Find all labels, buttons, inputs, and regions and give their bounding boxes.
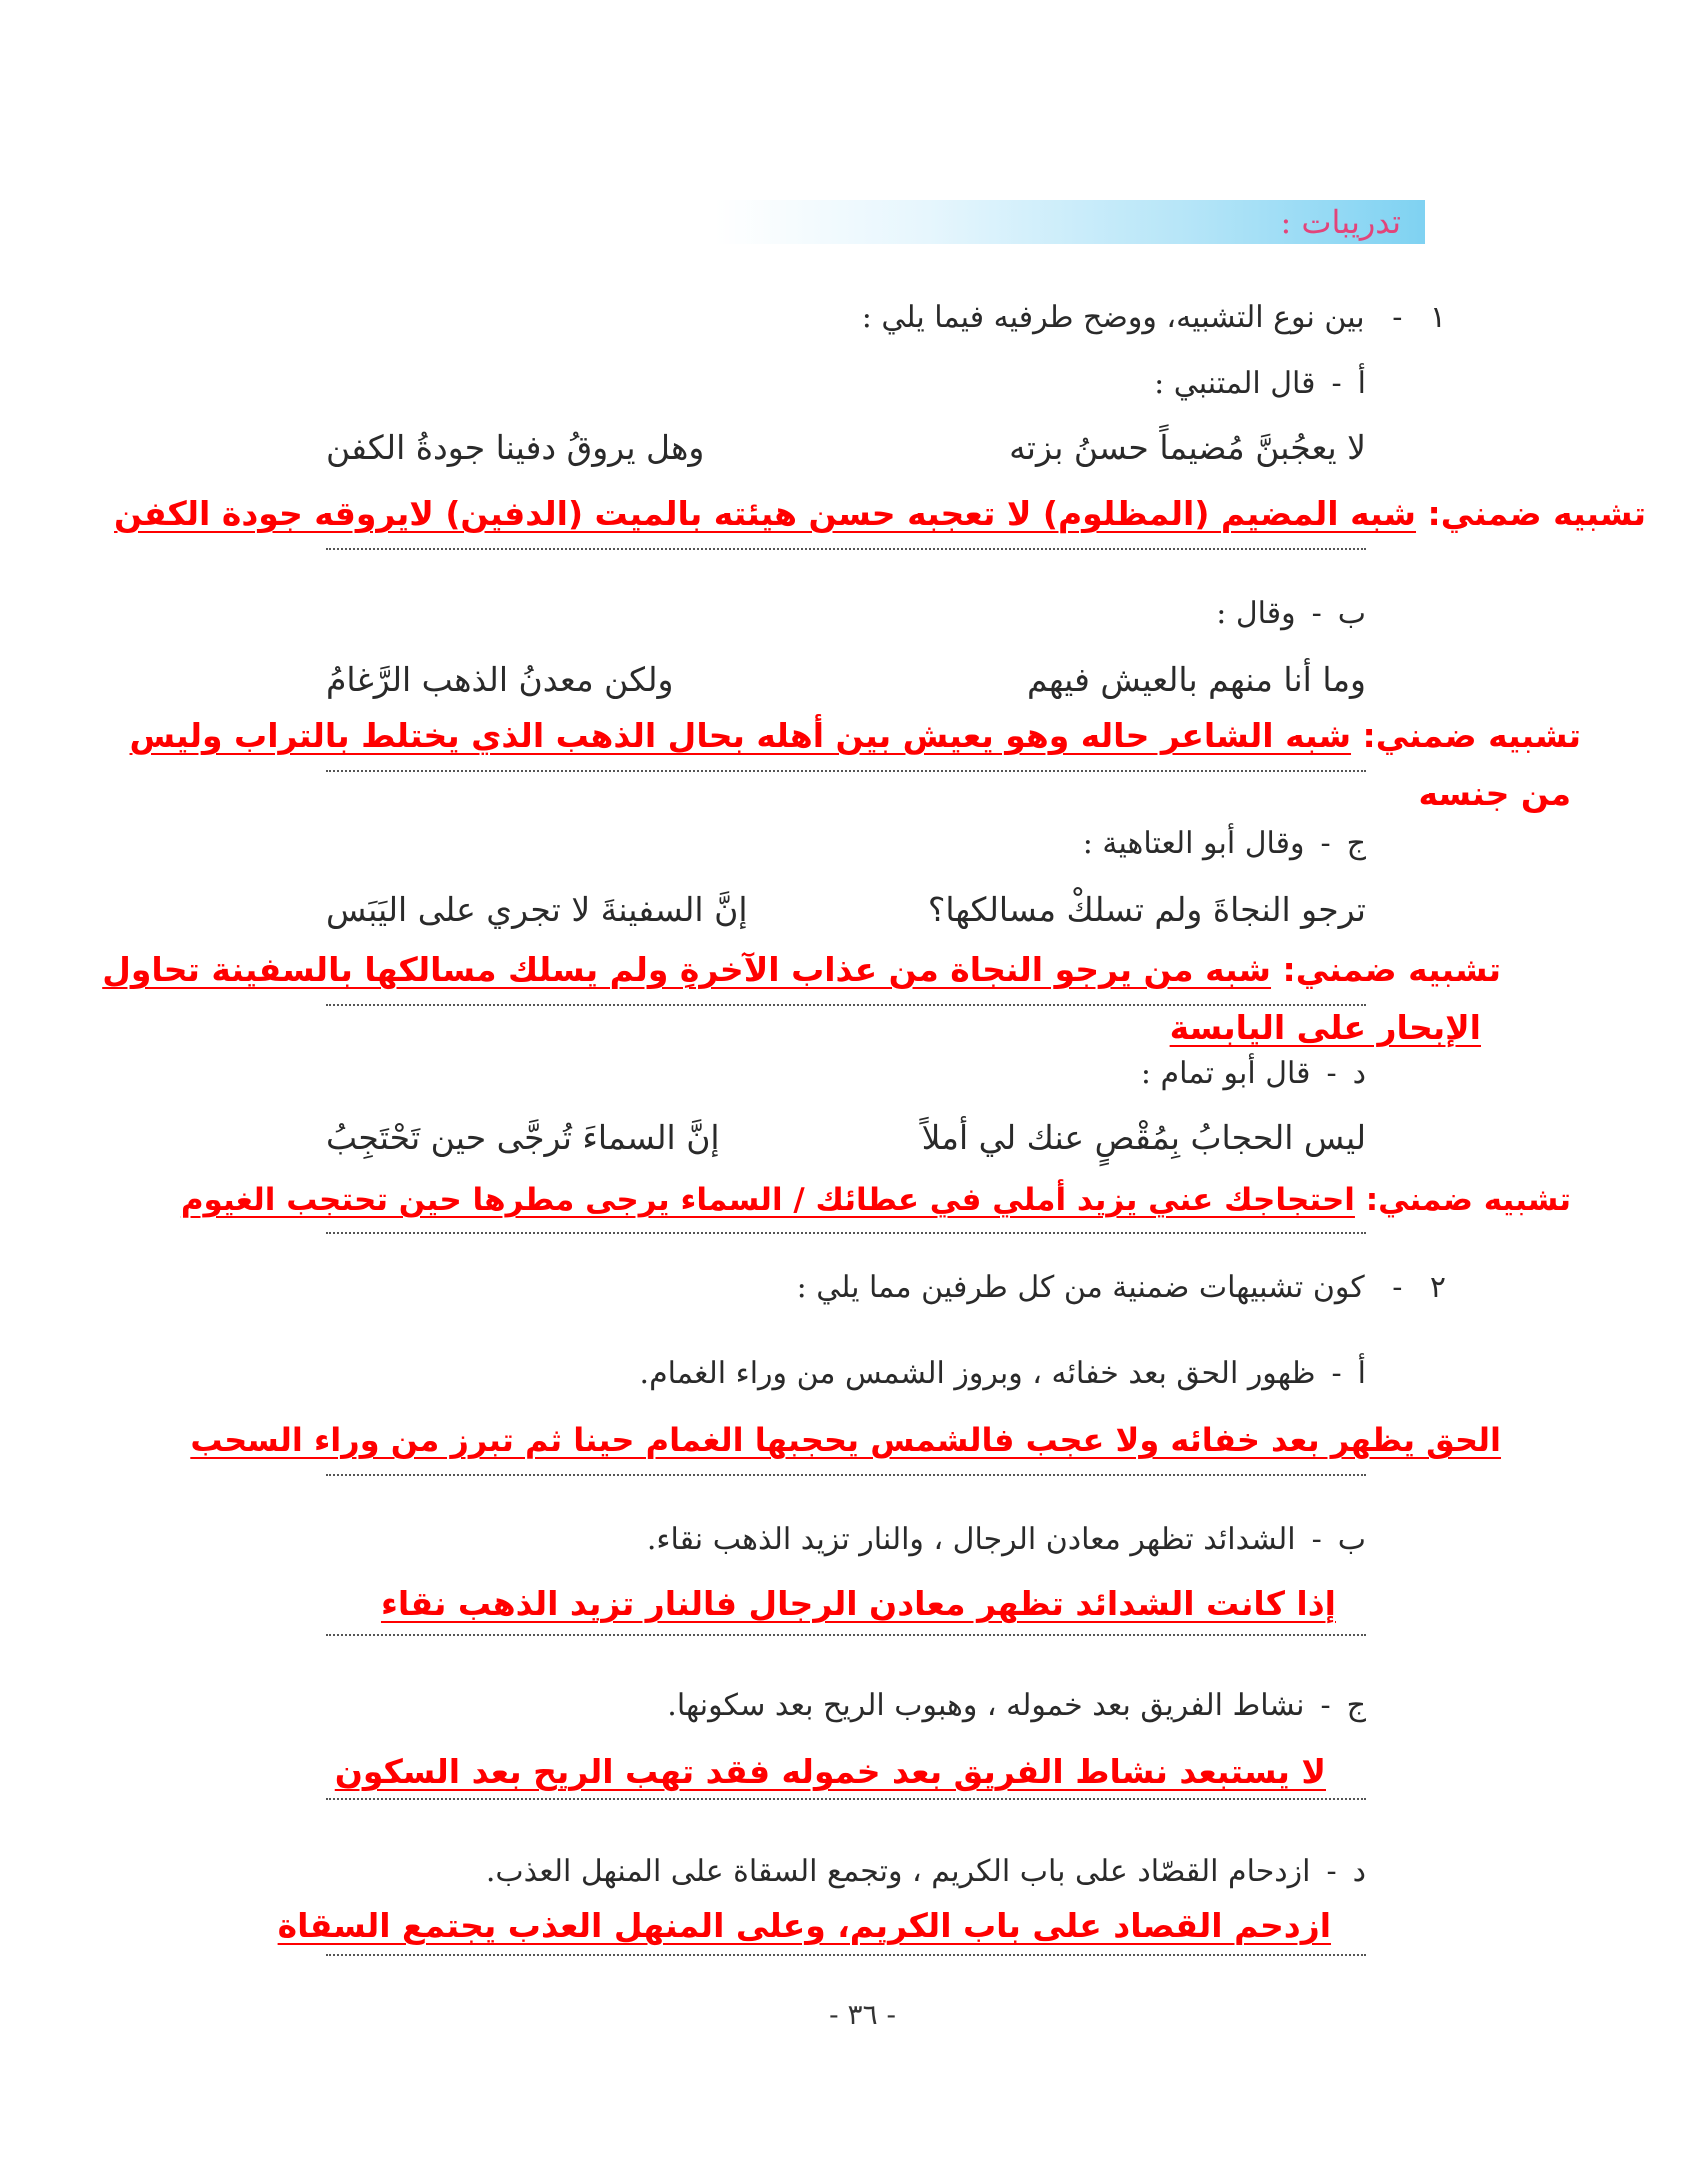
verse [326,890,1366,929]
answer-lead: تشبيه ضمني: [1362,716,1581,755]
item-label: د-ازدحام القصّاد على باب الكريم ، وتجمع السقاة على المنهل العذب. [485,1854,1366,1889]
answer: لا يستبعد نشاط الفريق بعد خموله فقد تهب الريح بعد السكون [334,1752,1326,1791]
verse-hemistich-left: وهل يروقُ دفينا جودةُ الكفن [326,428,705,467]
item-label: ج-نشاط الفريق بعد خموله ، وهبوب الريح بعد سكونها. [667,1688,1366,1723]
verse-hemistich-right: ليس الحجابُ بِمُقْصٍ عنك لي أملاً [921,1118,1366,1157]
verse-hemistich-left: إنَّ السفينةَ لا تجري على اليَبَس [326,890,748,929]
answer-dotted-line [326,1798,1366,1800]
verse-hemistich-right: ترجو النجاةَ ولم تسلكْ مسالكها؟ [927,890,1366,929]
answer-text: احتجاجك عني يزيد أملي في عطائك / السماء يرجى مطرها حين تحتجب الغيوم [180,1182,1355,1218]
answer [101,712,1581,760]
answer [56,490,1646,538]
answer-text: شبه من يرجو النجاة من عذاب الآخرةِ ولم يسلك مسالكها بالسفينة تحاول [102,950,1272,989]
verse-hemistich-left: ولكن معدنُ الذهب الرَّغامُ [326,660,674,699]
item-label: أ-قال المتنبي : [1154,366,1366,401]
answer-continuation: الإبحار على اليابسة [1169,1008,1481,1047]
answer [51,1176,1571,1224]
answer [51,946,1501,994]
item-label: ب-وقال : [1216,596,1366,631]
item-label: ب-الشدائد تظهر معادن الرجال ، والنار تزيد الذهب نقاء. [646,1522,1366,1557]
question-2: ٢ - كون تشبيهات ضمنية من كل طرفين مما يلي : [796,1270,1446,1305]
question-prompt: بين نوع التشبيه، ووضح طرفيه فيما يلي : [861,300,1365,335]
verse-hemistich-left: إنَّ السماءَ تُرجَّى حين تَحْتَجِبُ [326,1118,720,1157]
answer: ازدحم القصاد على باب الكريم، وعلى المنهل العذب يجتمع السقاة [277,1906,1331,1945]
verse [326,428,1366,467]
answer-continuation: من جنسه [1418,774,1571,813]
verse-hemistich-right: وما أنا منهم بالعيش فيهم [1027,660,1366,699]
answer-lead: تشبيه ضمني: [1282,950,1501,989]
answer-lead: تشبيه ضمني: [1427,494,1646,533]
verse [326,660,1366,699]
answer-dotted-line [326,1954,1366,1956]
question-prompt: كون تشبيهات ضمنية من كل طرفين مما يلي : [796,1270,1365,1305]
answer-dotted-line [326,548,1366,550]
page-number: - ٣٦ - [829,1998,896,2031]
answer-dotted-line [326,1634,1366,1636]
answer-dotted-line [326,770,1366,772]
question-number: ٢ [1429,1270,1446,1305]
answer-dotted-line [326,1232,1366,1234]
verse-hemistich-right: لا يعجُبنَّ مُضيماً حسنُ بزته [1009,428,1366,467]
item-label: د-قال أبو تمام : [1140,1056,1366,1091]
section-title: تدريبات : [1280,203,1401,241]
answer-text: شبه المضيم (المظلوم) لا تعجبه حسن هيئته بالميت (الدفين) لايروقه جودة الكفن [114,494,1417,533]
question-number: ١ [1429,300,1446,335]
verse [326,1118,1366,1157]
answer: الحق يظهر بعد خفائه ولا عجب فالشمس يحجبها الغمام حينا ثم تبرز من وراء السحب [190,1421,1501,1459]
item-label: أ-ظهور الحق بعد خفائه ، وبروز الشمس من وراء الغمام. [639,1356,1366,1391]
answer-lead: تشبيه ضمني: [1365,1182,1571,1218]
answer-dotted-line [326,1474,1366,1476]
item-label: ج-وقال أبو العتاهية : [1082,826,1366,861]
answer-text: شبه الشاعر حاله وهو يعيش بين أهله بحال الذهب الذي يختلط بالتراب وليس [129,716,1352,755]
answer: إذا كانت الشدائد تظهر معادن الرجال فالنار تزيد الذهب نقاء [380,1584,1336,1623]
question-1: ١ - بين نوع التشبيه، ووضح طرفيه فيما يلي : [861,300,1446,335]
